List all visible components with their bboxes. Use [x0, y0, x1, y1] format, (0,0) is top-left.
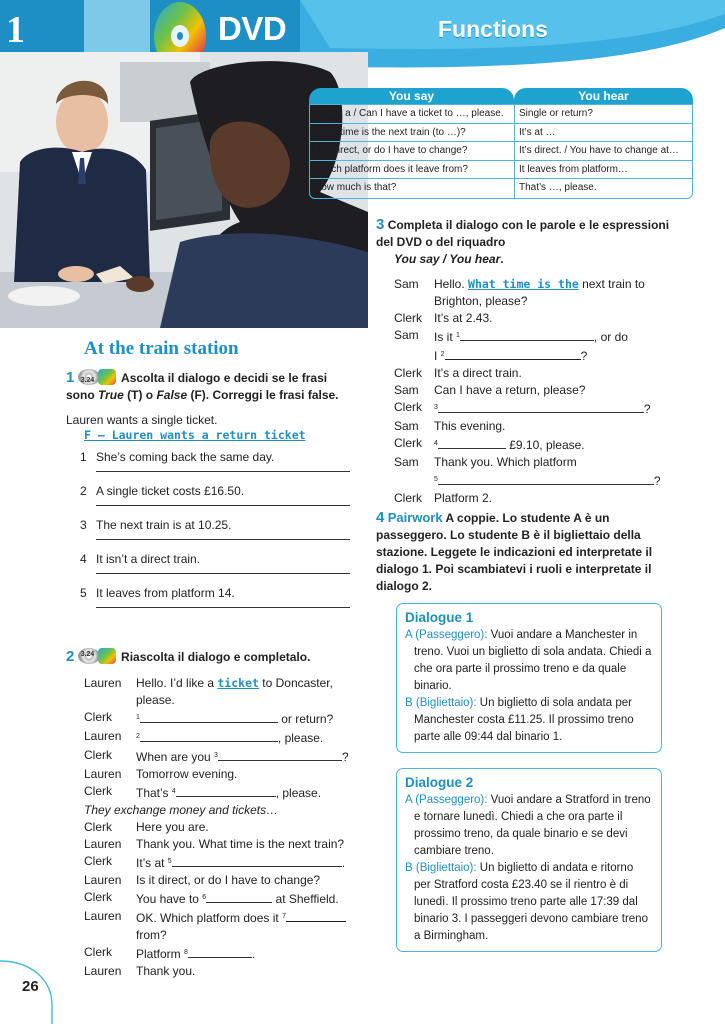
- audio-track-icon[interactable]: [78, 648, 118, 664]
- item-number: 1: [80, 450, 87, 464]
- answer-line[interactable]: [96, 607, 350, 608]
- answer-blank[interactable]: [438, 474, 654, 485]
- you-say-cell: Is it direct, or do I have to change?: [310, 142, 515, 160]
- dialogue-sam-clerk: [394, 276, 676, 507]
- functions-table-row: [310, 105, 692, 124]
- pairwork-label: Pairwork: [387, 510, 443, 525]
- section-title: At the train station: [84, 338, 239, 359]
- dialogue-line: Lauren $^2$ , please.: [84, 729, 324, 745]
- dialogue-line: Sam This evening.: [394, 419, 506, 433]
- stage-direction: They exchange money and tickets…: [84, 803, 279, 817]
- dialogue-line: Lauren Thank you.: [84, 964, 196, 978]
- role-b-text: B (Bigliettaio): Un biglietto di andata e ritorno per Stratford costa £23.40 se il rientro è di lunedì. Il prossimo treno parte alle 17:39 dal binario 3. I passeggeri devono cambiare treno a Birmingham.: [405, 862, 648, 942]
- page-number: 26: [22, 978, 39, 995]
- answer-blank[interactable]: [176, 786, 276, 797]
- exercise-instruction: Completa il dialogo con le parole e le espressioni del DVD o del riquadro: [376, 218, 670, 249]
- dialogue-line: Clerk Platform 2.: [394, 491, 493, 505]
- dialogue-2-box: [396, 768, 662, 952]
- dialogue-line: Sam Thank you. Which platform $^5$ ?: [394, 455, 661, 488]
- exercise-4: [376, 509, 676, 595]
- exercise-instruction: Riascolta il dialogo e completalo.: [121, 650, 311, 664]
- answer-line[interactable]: [96, 539, 350, 540]
- functions-table-row: [310, 124, 692, 143]
- example-answer: F – Lauren wants a return ticket: [84, 428, 306, 442]
- dialogue-line: Lauren Is it direct, or do I have to change?: [84, 873, 321, 887]
- dialogue-line: Clerk When are you $^3$ ?: [84, 748, 349, 764]
- exercise-instruction: A coppie. Lo studente A è un passeggero. Lo studente B è il bigliettaio della stazione. Leggete le indicazioni ed interpretate il dialogo 1. Poi scambiatevi i ruoli e interpretate il dialogo 2.: [376, 511, 653, 593]
- you-hear-cell: It leaves from platform…: [519, 163, 628, 175]
- exercise-number: 3: [376, 216, 385, 233]
- you-say-cell: Which platform does it leave from?: [310, 161, 515, 179]
- functions-table: [309, 88, 693, 199]
- you-hear-cell: Single or return?: [519, 108, 593, 119]
- answer-blank[interactable]: [140, 731, 278, 742]
- dialogue-line: Clerk That’s $^4$ , please.: [84, 784, 322, 800]
- item-number: 5: [80, 586, 87, 600]
- item-number: 3: [80, 518, 87, 532]
- exercise-number: 4: [376, 509, 385, 526]
- item-number: 4: [80, 552, 87, 566]
- dialogue-line: Clerk You have to $^6$ at Sheffield.: [84, 890, 339, 906]
- functions-table-row: [310, 161, 692, 180]
- answer-blank[interactable]: [460, 330, 594, 341]
- dialogue-line: Lauren Thank you. What time is the next train?: [84, 837, 345, 851]
- answer-blank[interactable]: [188, 947, 252, 958]
- dialogue-line: Sam Can I have a return, please?: [394, 383, 586, 397]
- answer-blank[interactable]: [218, 750, 342, 761]
- dialogue-line: Lauren Hello. I’d like a ticket to Doncaster, please.: [84, 676, 333, 707]
- dialogue-line: Clerk $^4$ £9.10, please.: [394, 436, 585, 452]
- true-false-item: [66, 551, 356, 578]
- track-number: 3.24: [80, 651, 95, 658]
- role-a-text: A (Passeggero): Vuoi andare a Stratford in treno e tornare lunedì. Chiedi a che ora parte il prossimo treno, da quale binario e se devi cambiare treno.: [405, 794, 651, 857]
- answer-blank[interactable]: [172, 856, 342, 867]
- dialogue-line: Clerk It’s a direct train.: [394, 366, 522, 380]
- dialogue-line: Sam Is it $^1$ , or do I $^2$ ?: [394, 328, 628, 363]
- functions-table-row: [310, 142, 692, 161]
- you-say-header: You say: [309, 88, 514, 104]
- dialogue-lauren-clerk: [84, 675, 366, 980]
- dialogue-line: Sam Hello. What time is the next train to Brighton, please?: [394, 277, 645, 308]
- true-false-item: [66, 483, 356, 510]
- dialogue-line: Clerk $^3$ ?: [394, 400, 651, 416]
- exercise-number: 2: [66, 648, 75, 665]
- exercise-3: 3 Completa il dialogo con le parole e le espressioni del DVD o del riquadro You say / You hear. Sam Hello. What time is the next train to Brighton, please? Clerk It’s at 2.43. Sam Is it $^1$ , or do I $^2$ ? Clerk It’s a direct train. Sam Can I have a return, please? Clerk $^3$ ? Sam This evening. Clerk $^4$ £9.10, please. Sam Thank you. Which platform $^5$ ? Clerk Platform 2.: [376, 216, 676, 507]
- exercise-number: 1: [66, 369, 75, 386]
- filled-answer: What time is the: [468, 277, 579, 291]
- audio-track-icon[interactable]: [78, 369, 118, 385]
- dialogue-line: Lauren Tomorrow evening.: [84, 767, 238, 781]
- you-hear-header: You hear: [514, 88, 693, 104]
- answer-blank[interactable]: [445, 349, 581, 360]
- item-text: It isn’t a direct train.: [96, 552, 201, 566]
- track-number: 3.24: [80, 377, 95, 384]
- item-text: A single ticket costs £16.50.: [96, 484, 245, 498]
- item-number: 2: [80, 484, 87, 498]
- dialogue-title: Dialogue 2: [405, 775, 474, 790]
- answer-line[interactable]: [96, 505, 350, 506]
- exercise-1: [66, 369, 356, 612]
- true-false-item: [66, 449, 356, 476]
- dialogue-line: Clerk It’s at $^5$ .: [84, 854, 346, 870]
- true-false-item: [66, 585, 356, 612]
- dialogue-line: Clerk Here you are.: [84, 820, 209, 834]
- you-say-cell: I’d like a / Can I have a ticket to …, please.: [310, 105, 515, 123]
- dvd-label: DVD: [218, 10, 287, 47]
- filled-answer: ticket: [217, 676, 259, 690]
- you-say-cell: What time is the next train (to …)?: [310, 124, 515, 142]
- answer-blank[interactable]: [438, 402, 644, 413]
- unit-number: 1: [6, 9, 25, 51]
- functions-table-body: [309, 104, 693, 199]
- functions-table-row: [310, 179, 692, 198]
- you-hear-cell: It’s at …: [519, 126, 556, 138]
- functions-title: Functions: [438, 16, 548, 42]
- item-text: She’s coming back the same day.: [96, 450, 275, 464]
- you-say-cell: How much is that?: [310, 179, 515, 198]
- exercise-2: [66, 648, 366, 980]
- answer-line[interactable]: [96, 471, 350, 472]
- role-a-text: A (Passeggero): Vuoi andare a Manchester in treno. Vuoi un biglietto di sola andata. Chiedi a che ora parte il prossimo treno e da quale binario.: [405, 629, 652, 692]
- dialogue-1-box: [396, 603, 662, 753]
- dialogue-line: Clerk Platform $^8$ .: [84, 945, 256, 961]
- answer-blank[interactable]: [140, 712, 278, 723]
- example-sentence: Lauren wants a single ticket.: [66, 413, 218, 427]
- exercise-instruction: Ascolta il dialogo e decidi se le frasi sono True (T) o False (F). Correggi le frasi false.: [66, 371, 339, 402]
- answer-blank[interactable]: [286, 911, 346, 922]
- item-text: The next train is at 10.25.: [96, 518, 232, 532]
- dialogue-line: Clerk $^1$ or return?: [84, 710, 334, 726]
- you-hear-cell: That’s …, please.: [519, 182, 597, 194]
- role-b-text: B (Bigliettaio): Un biglietto di sola andata per Manchester costa £11.25. Il prossimo treno parte alle 09:44 dal binario 1.: [405, 697, 634, 743]
- dialogue-line: Clerk It’s at 2.43.: [394, 311, 493, 325]
- answer-blank[interactable]: [206, 892, 272, 903]
- answer-blank[interactable]: [438, 438, 506, 449]
- answer-line[interactable]: [96, 573, 350, 574]
- true-false-item: [66, 517, 356, 544]
- item-text: It leaves from platform 14.: [96, 586, 235, 600]
- dialogue-line: Lauren OK. Which platform does it $^7$ from?: [84, 908, 366, 944]
- exercise-instruction-italic: You say / You hear: [394, 252, 501, 266]
- dialogue-title: Dialogue 1: [405, 610, 474, 625]
- you-hear-cell: It’s direct. / You have to change at…: [519, 145, 679, 157]
